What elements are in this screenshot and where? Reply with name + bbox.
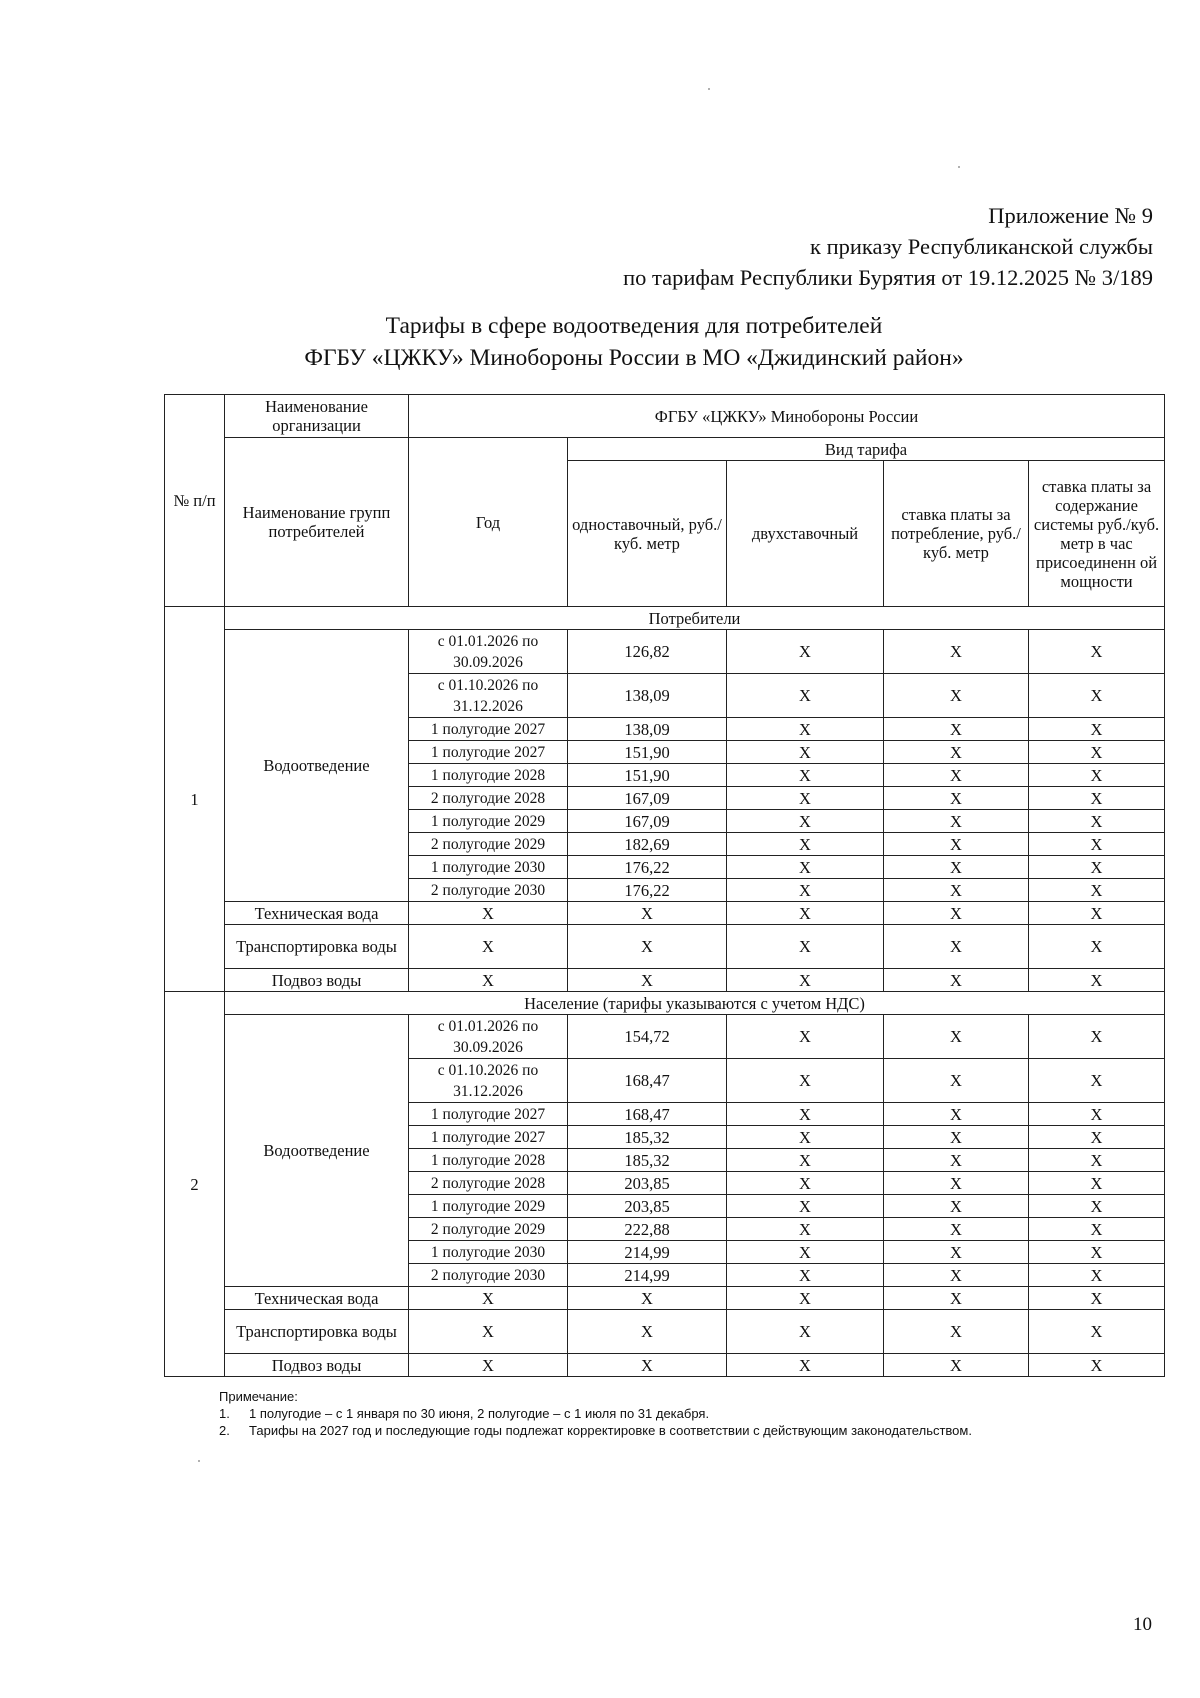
period-cell: Х: [409, 1287, 568, 1310]
double-rate-cell: Х: [727, 969, 884, 992]
note-item: [219, 1422, 972, 1439]
period-cell: Х: [409, 969, 568, 992]
header-consumption: ставка платы за потребление, руб./ куб. метр: [884, 461, 1029, 607]
period-cell: Х: [409, 902, 568, 925]
consumption-rate-cell: Х: [884, 787, 1029, 810]
consumption-rate-cell: Х: [884, 1149, 1029, 1172]
double-rate-cell: Х: [727, 1103, 884, 1126]
header-maintenance: ставка платы за содержание системы руб./куб. метр в час присоединенн ой мощности: [1029, 461, 1165, 607]
single-rate-cell: 182,69: [568, 833, 727, 856]
maintenance-rate-cell: Х: [1029, 1126, 1165, 1149]
period-cell: 1 полугодие 2027: [409, 718, 568, 741]
table-row: [165, 1310, 1165, 1354]
double-rate-cell: Х: [727, 1241, 884, 1264]
section-title-row: [165, 607, 1165, 630]
maintenance-rate-cell: Х: [1029, 1218, 1165, 1241]
section-number: 1: [165, 607, 225, 992]
maintenance-rate-cell: Х: [1029, 833, 1165, 856]
consumption-rate-cell: Х: [884, 1126, 1029, 1149]
maintenance-rate-cell: Х: [1029, 1172, 1165, 1195]
section-title-row: [165, 992, 1165, 1015]
consumption-rate-cell: Х: [884, 630, 1029, 674]
maintenance-rate-cell: Х: [1029, 1287, 1165, 1310]
double-rate-cell: Х: [727, 1126, 884, 1149]
single-rate-cell: 185,32: [568, 1126, 727, 1149]
double-rate-cell: Х: [727, 1264, 884, 1287]
single-rate-cell: 167,09: [568, 810, 727, 833]
note-number: 1.: [219, 1406, 230, 1421]
maintenance-rate-cell: Х: [1029, 630, 1165, 674]
note-number: 2.: [219, 1423, 230, 1438]
double-rate-cell: Х: [727, 1172, 884, 1195]
double-rate-cell: Х: [727, 718, 884, 741]
period-cell: 1 полугодие 2029: [409, 1195, 568, 1218]
single-rate-cell: Х: [568, 902, 727, 925]
single-rate-cell: 168,47: [568, 1059, 727, 1103]
double-rate-cell: Х: [727, 741, 884, 764]
maintenance-rate-cell: Х: [1029, 1310, 1165, 1354]
note-text: Тарифы на 2027 год и последующие годы подлежат корректировке в соответствии с действующим законодательством.: [249, 1423, 972, 1438]
consumption-rate-cell: Х: [884, 810, 1029, 833]
header-org-value: ФГБУ «ЦЖКУ» Минобороны России: [409, 395, 1165, 438]
single-rate-cell: 203,85: [568, 1195, 727, 1218]
double-rate-cell: Х: [727, 674, 884, 718]
maintenance-rate-cell: Х: [1029, 718, 1165, 741]
consumption-rate-cell: Х: [884, 969, 1029, 992]
consumer-group: Подвоз воды: [225, 1354, 409, 1377]
note-item: [219, 1405, 972, 1422]
table-row: [165, 925, 1165, 969]
title-line-1: Тарифы в сфере водоотведения для потребителей: [385, 313, 883, 339]
document-title: [160, 310, 1108, 374]
single-rate-cell: 138,09: [568, 674, 727, 718]
consumer-group: Техническая вода: [225, 1287, 409, 1310]
double-rate-cell: Х: [727, 764, 884, 787]
consumption-rate-cell: Х: [884, 741, 1029, 764]
maintenance-rate-cell: Х: [1029, 674, 1165, 718]
single-rate-cell: Х: [568, 1287, 727, 1310]
single-rate-cell: 167,09: [568, 787, 727, 810]
consumption-rate-cell: Х: [884, 718, 1029, 741]
consumption-rate-cell: Х: [884, 1059, 1029, 1103]
double-rate-cell: Х: [727, 1218, 884, 1241]
appendix-line-1: Приложение № 9: [988, 203, 1153, 228]
maintenance-rate-cell: Х: [1029, 902, 1165, 925]
header-double: двухставочный: [727, 461, 884, 607]
consumer-group: Транспортировка воды: [225, 1310, 409, 1354]
period-cell: с 01.10.2026 по 31.12.2026: [409, 1059, 568, 1103]
title-line-2: ФГБУ «ЦЖКУ» Минобороны России в МО «Джидинский район»: [304, 345, 964, 371]
period-cell: с 01.10.2026 по 31.12.2026: [409, 674, 568, 718]
maintenance-rate-cell: Х: [1029, 764, 1165, 787]
maintenance-rate-cell: Х: [1029, 1059, 1165, 1103]
consumer-group: Водоотведение: [225, 1015, 409, 1287]
consumption-rate-cell: Х: [884, 902, 1029, 925]
consumption-rate-cell: Х: [884, 1103, 1029, 1126]
table-row: [165, 630, 1165, 674]
period-cell: 1 полугодие 2028: [409, 764, 568, 787]
maintenance-rate-cell: Х: [1029, 1195, 1165, 1218]
consumption-rate-cell: Х: [884, 1310, 1029, 1354]
double-rate-cell: Х: [727, 925, 884, 969]
double-rate-cell: Х: [727, 787, 884, 810]
consumption-rate-cell: Х: [884, 925, 1029, 969]
maintenance-rate-cell: Х: [1029, 1354, 1165, 1377]
single-rate-cell: 176,22: [568, 856, 727, 879]
maintenance-rate-cell: Х: [1029, 741, 1165, 764]
table-row: [165, 969, 1165, 992]
section-title: Население (тарифы указываются с учетом НДС): [225, 992, 1165, 1015]
double-rate-cell: Х: [727, 1310, 884, 1354]
single-rate-cell: 203,85: [568, 1172, 727, 1195]
double-rate-cell: Х: [727, 1015, 884, 1059]
table-row: [165, 1354, 1165, 1377]
period-cell: 1 полугодие 2027: [409, 1126, 568, 1149]
period-cell: 1 полугодие 2030: [409, 856, 568, 879]
single-rate-cell: Х: [568, 1354, 727, 1377]
single-rate-cell: 176,22: [568, 879, 727, 902]
single-rate-cell: 126,82: [568, 630, 727, 674]
consumption-rate-cell: Х: [884, 856, 1029, 879]
consumption-rate-cell: Х: [884, 833, 1029, 856]
consumption-rate-cell: Х: [884, 879, 1029, 902]
double-rate-cell: Х: [727, 833, 884, 856]
maintenance-rate-cell: Х: [1029, 810, 1165, 833]
header-year: Год: [409, 438, 568, 607]
single-rate-cell: 214,99: [568, 1241, 727, 1264]
single-rate-cell: 154,72: [568, 1015, 727, 1059]
single-rate-cell: 151,90: [568, 764, 727, 787]
double-rate-cell: Х: [727, 879, 884, 902]
maintenance-rate-cell: Х: [1029, 969, 1165, 992]
period-cell: 2 полугодие 2028: [409, 1172, 568, 1195]
period-cell: Х: [409, 1310, 568, 1354]
double-rate-cell: Х: [727, 1149, 884, 1172]
consumption-rate-cell: Х: [884, 1218, 1029, 1241]
table-row: [165, 902, 1165, 925]
maintenance-rate-cell: Х: [1029, 1149, 1165, 1172]
double-rate-cell: Х: [727, 1287, 884, 1310]
header-org-label: Наименование организации: [225, 395, 409, 438]
header-tariff-type: Вид тарифа: [568, 438, 1165, 461]
consumption-rate-cell: Х: [884, 1195, 1029, 1218]
maintenance-rate-cell: Х: [1029, 879, 1165, 902]
consumer-group: Техническая вода: [225, 902, 409, 925]
consumption-rate-cell: Х: [884, 1354, 1029, 1377]
single-rate-cell: Х: [568, 925, 727, 969]
single-rate-cell: 185,32: [568, 1149, 727, 1172]
period-cell: 2 полугодие 2029: [409, 1218, 568, 1241]
consumer-group: Подвоз воды: [225, 969, 409, 992]
period-cell: 1 полугодие 2030: [409, 1241, 568, 1264]
maintenance-rate-cell: Х: [1029, 925, 1165, 969]
single-rate-cell: Х: [568, 1310, 727, 1354]
double-rate-cell: Х: [727, 630, 884, 674]
notes: [219, 1388, 972, 1439]
period-cell: 2 полугодие 2030: [409, 879, 568, 902]
tariff-table: [164, 394, 1165, 1377]
single-rate-cell: 168,47: [568, 1103, 727, 1126]
appendix-header: [623, 200, 1153, 293]
single-rate-cell: 138,09: [568, 718, 727, 741]
consumption-rate-cell: Х: [884, 1287, 1029, 1310]
double-rate-cell: Х: [727, 1059, 884, 1103]
double-rate-cell: Х: [727, 1354, 884, 1377]
notes-heading: Примечание:: [219, 1389, 298, 1404]
consumption-rate-cell: Х: [884, 1264, 1029, 1287]
double-rate-cell: Х: [727, 1195, 884, 1218]
page-number: 10: [1133, 1614, 1152, 1635]
period-cell: 1 полугодие 2027: [409, 1103, 568, 1126]
consumer-group: Транспортировка воды: [225, 925, 409, 969]
note-text: 1 полугодие – с 1 января по 30 июня, 2 полугодие – с 1 июля по 31 декабря.: [249, 1406, 710, 1421]
consumer-group: Водоотведение: [225, 630, 409, 902]
table-row: [165, 1287, 1165, 1310]
consumption-rate-cell: Х: [884, 1015, 1029, 1059]
single-rate-cell: Х: [568, 969, 727, 992]
maintenance-rate-cell: Х: [1029, 787, 1165, 810]
maintenance-rate-cell: Х: [1029, 856, 1165, 879]
double-rate-cell: Х: [727, 810, 884, 833]
maintenance-rate-cell: Х: [1029, 1103, 1165, 1126]
period-cell: Х: [409, 925, 568, 969]
scan-speck: [708, 88, 710, 90]
consumption-rate-cell: Х: [884, 764, 1029, 787]
consumption-rate-cell: Х: [884, 1241, 1029, 1264]
header-group: Наименование групп потребителей: [225, 438, 409, 607]
double-rate-cell: Х: [727, 856, 884, 879]
period-cell: 1 полугодие 2027: [409, 741, 568, 764]
appendix-line-2: к приказу Республиканской службы: [810, 234, 1153, 259]
consumption-rate-cell: Х: [884, 1172, 1029, 1195]
single-rate-cell: 214,99: [568, 1264, 727, 1287]
period-cell: 2 полугодие 2030: [409, 1264, 568, 1287]
header-num: № п/п: [165, 395, 225, 607]
period-cell: 2 полугодие 2029: [409, 833, 568, 856]
maintenance-rate-cell: Х: [1029, 1241, 1165, 1264]
period-cell: с 01.01.2026 по 30.09.2026: [409, 630, 568, 674]
period-cell: Х: [409, 1354, 568, 1377]
scan-speck: [198, 1460, 200, 1462]
maintenance-rate-cell: Х: [1029, 1264, 1165, 1287]
period-cell: 1 полугодие 2029: [409, 810, 568, 833]
single-rate-cell: 151,90: [568, 741, 727, 764]
header-single: одноставочный, руб./ куб. метр: [568, 461, 727, 607]
appendix-line-3: по тарифам Республики Бурятия от 19.12.2025 № 3/189: [623, 265, 1153, 290]
section-number: 2: [165, 992, 225, 1377]
section-title: Потребители: [225, 607, 1165, 630]
period-cell: 1 полугодие 2028: [409, 1149, 568, 1172]
scan-speck: [958, 166, 960, 168]
period-cell: 2 полугодие 2028: [409, 787, 568, 810]
table-row: [165, 1015, 1165, 1059]
single-rate-cell: 222,88: [568, 1218, 727, 1241]
consumption-rate-cell: Х: [884, 674, 1029, 718]
maintenance-rate-cell: Х: [1029, 1015, 1165, 1059]
period-cell: с 01.01.2026 по 30.09.2026: [409, 1015, 568, 1059]
double-rate-cell: Х: [727, 902, 884, 925]
